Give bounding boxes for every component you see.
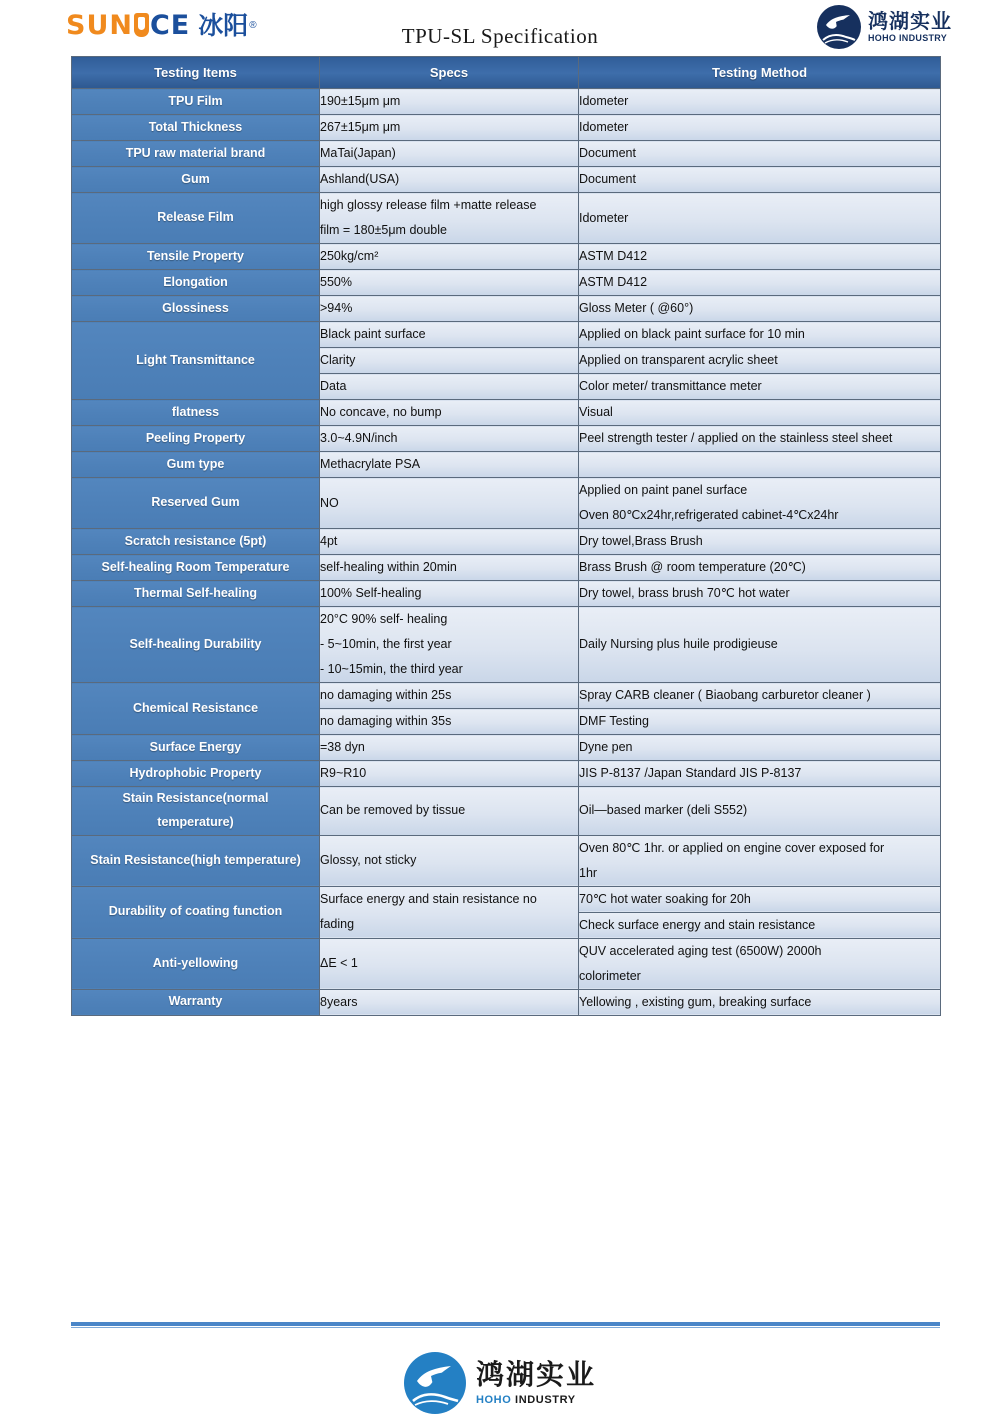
spec-line: ΔE < 1 <box>320 956 358 970</box>
spec-line: high glossy release film +matte release <box>320 198 537 212</box>
row-spec-value <box>320 452 579 478</box>
sunice-ce-text: CE <box>149 9 191 41</box>
footer-brand-industry: INDUSTRY <box>511 1393 576 1406</box>
spec-line: fading <box>320 917 355 931</box>
method-line: ASTM D412 <box>579 249 648 263</box>
row-spec-value <box>320 244 579 270</box>
row-item-label: Gum <box>72 167 320 193</box>
spec-line: - 5~10min, the first year <box>320 637 452 651</box>
row-item-label: Gum type <box>72 452 320 478</box>
row-item-label: Scratch resistance (5pt) <box>72 529 320 555</box>
row-item-label: Glossiness <box>72 296 320 322</box>
row-method-value <box>579 89 941 115</box>
row-item-label: Tensile Property <box>72 244 320 270</box>
bird-icon <box>824 14 854 32</box>
spec-line: 8years <box>320 994 358 1009</box>
spec-line: - 10~15min, the third year <box>320 662 463 676</box>
spec-line: 20°C 90% self- healing <box>320 612 448 626</box>
row-item-label: Peeling Property <box>72 426 320 452</box>
row-method-value: Color meter/ transmittance meter <box>579 374 941 400</box>
table-row <box>72 270 941 296</box>
spec-line: 100% Self-healing <box>320 586 422 600</box>
row-method-value <box>579 167 941 193</box>
column-header-specs: Specs <box>320 57 579 89</box>
row-spec-value <box>320 938 579 989</box>
item-line: temperature) <box>157 814 234 829</box>
row-item-label: TPU Film <box>72 89 320 115</box>
column-header-testing-items: Testing Items <box>72 57 320 89</box>
row-method-value <box>579 193 941 244</box>
page-title: TPU-SL Specification <box>401 24 599 48</box>
method-line: Document <box>579 172 636 186</box>
footer-divider-thin-line <box>71 1327 940 1328</box>
method-line: ASTM D412 <box>579 275 648 289</box>
registered-mark-icon: ® <box>249 19 257 31</box>
method-line: 1hr <box>579 865 598 880</box>
method-line: Dyne pen <box>579 740 633 754</box>
row-item-label: Light Transmittance <box>72 322 320 400</box>
hoho-wordmark <box>868 11 952 43</box>
row-spec-value <box>320 787 579 836</box>
row-spec-value <box>320 167 579 193</box>
table-row <box>72 478 941 529</box>
table-row <box>72 89 941 115</box>
row-method-value <box>579 478 941 529</box>
spec-line: 190±15μm μm <box>320 94 401 108</box>
table-body <box>72 89 941 1016</box>
footer-wordmark <box>475 1357 596 1406</box>
row-method-value: Check surface energy and stain resistance <box>579 912 941 938</box>
table-row <box>72 167 941 193</box>
row-method-value <box>579 296 941 322</box>
page-header <box>0 0 1000 55</box>
method-line: colorimeter <box>579 968 641 983</box>
row-method-value <box>579 244 941 270</box>
spec-line: Ashland(USA) <box>320 172 400 186</box>
row-item-label: Release Film <box>72 193 320 244</box>
row-method-value <box>579 400 941 426</box>
row-spec-value: Data <box>320 374 579 400</box>
method-line: Document <box>579 146 636 160</box>
table-row <box>72 296 941 322</box>
row-item-label: Chemical Resistance <box>72 683 320 735</box>
footer-divider-bar <box>71 1322 940 1326</box>
method-line: Oven 80℃ 1hr. or applied on engine cover exposed for <box>579 840 885 855</box>
column-header-testing-method: Testing Method <box>579 57 941 89</box>
row-method-value: DMF Testing <box>579 709 941 735</box>
table-row <box>72 835 941 886</box>
table-row <box>72 426 941 452</box>
row-method-value <box>579 270 941 296</box>
table-row <box>72 989 941 1015</box>
row-spec-value <box>320 115 579 141</box>
method-line: Daily Nursing plus huile prodigieuse <box>579 637 778 651</box>
row-spec-value <box>320 141 579 167</box>
sunice-sun-text: SUN <box>66 9 133 41</box>
wave-icon <box>822 32 856 44</box>
method-line: Brass Brush @ room temperature (20℃) <box>579 560 806 574</box>
spec-line: No concave, no bump <box>320 405 442 419</box>
spec-line: MaTai(Japan) <box>320 146 396 160</box>
row-spec-value <box>320 735 579 761</box>
table-row <box>72 529 941 555</box>
specification-table-container <box>71 56 940 1016</box>
spec-line: >94% <box>320 301 353 315</box>
hoho-bird-badge-footer-icon <box>404 1352 466 1414</box>
row-spec-value: Black paint surface <box>320 322 579 348</box>
row-item-label: Surface Energy <box>72 735 320 761</box>
spec-line: Surface energy and stain resistance no <box>320 892 537 906</box>
hoho-bird-badge-icon <box>817 5 861 49</box>
sunice-chinese-name: 冰阳 <box>198 10 249 40</box>
method-line: Oven 80℃x24hr,refrigerated cabinet-4℃x24hr <box>579 508 839 522</box>
row-method-value: Applied on black paint surface for 10 min <box>579 322 941 348</box>
table-row <box>72 322 941 348</box>
hoho-english-name: HOHO INDUSTRY <box>868 33 948 43</box>
table-row <box>72 244 941 270</box>
hoho-logo-footer <box>0 1352 1000 1414</box>
row-method-value <box>579 835 941 886</box>
row-method-value <box>579 581 941 607</box>
method-line: Oil—based marker (deli S552) <box>579 803 748 818</box>
row-spec-value <box>320 607 579 683</box>
footer-divider <box>71 1322 940 1329</box>
row-spec-value <box>320 886 579 938</box>
spec-line: NO <box>320 495 339 510</box>
spec-line: self-healing within 20min <box>320 560 457 574</box>
row-item-label: Durability of coating function <box>72 886 320 938</box>
row-method-value <box>579 761 941 787</box>
wave-icon <box>411 1390 459 1407</box>
row-item-label <box>72 787 320 836</box>
spec-line: 250kg/cm² <box>320 249 379 263</box>
spec-line: Methacrylate PSA <box>320 457 421 471</box>
row-method-value <box>579 735 941 761</box>
row-spec-value <box>320 761 579 787</box>
row-item-label: Self-healing Room Temperature <box>72 555 320 581</box>
method-line <box>579 452 940 477</box>
method-line: Gloss Meter ( @60°) <box>579 301 694 315</box>
row-spec-value <box>320 529 579 555</box>
row-item-label: flatness <box>72 400 320 426</box>
spec-line: Can be removed by tissue <box>320 803 466 818</box>
method-line: Idometer <box>579 120 629 134</box>
row-spec-value <box>320 89 579 115</box>
row-spec-value: no damaging within 35s <box>320 709 579 735</box>
table-header-row <box>72 57 941 89</box>
row-method-value <box>579 141 941 167</box>
spec-line: 4pt <box>320 534 338 548</box>
method-line: Dry towel, brass brush 70℃ hot water <box>579 586 790 600</box>
method-line: Dry towel,Brass Brush <box>579 534 703 548</box>
row-spec-value <box>320 296 579 322</box>
row-spec-value <box>320 555 579 581</box>
method-line: Peel strength tester / applied on the stainless steel sheet <box>579 431 893 445</box>
row-method-value <box>579 555 941 581</box>
row-method-value: Applied on transparent acrylic sheet <box>579 348 941 374</box>
method-line: Visual <box>579 405 613 419</box>
row-item-label: Hydrophobic Property <box>72 761 320 787</box>
method-line: Idometer <box>579 210 629 225</box>
row-spec-value <box>320 478 579 529</box>
method-line: QUV accelerated aging test (6500W) 2000h <box>579 943 822 958</box>
spec-line: 267±15μm μm <box>320 120 401 134</box>
row-method-value <box>579 529 941 555</box>
row-method-value: Spray CARB cleaner ( Biaobang carburetor cleaner ) <box>579 683 941 709</box>
row-spec-value <box>320 193 579 244</box>
table-row <box>72 886 941 912</box>
row-spec-value <box>320 989 579 1015</box>
footer-chinese-name: 鸿湖实业 <box>475 1357 596 1391</box>
row-spec-value: Clarity <box>320 348 579 374</box>
row-item-label: Thermal Self-healing <box>72 581 320 607</box>
item-line: Stain Resistance(normal <box>122 791 269 805</box>
hoho-chinese-name: 鸿湖实业 <box>868 9 952 33</box>
table-row <box>72 761 941 787</box>
row-method-value <box>579 938 941 989</box>
specification-table <box>71 56 941 1016</box>
table-row <box>72 193 941 244</box>
table-row <box>72 452 941 478</box>
row-item-label: Anti-yellowing <box>72 938 320 989</box>
row-method-value <box>579 787 941 836</box>
spec-line: film = 180±5μm double <box>320 223 447 237</box>
row-method-value: 70℃ hot water soaking for 20h <box>579 886 941 912</box>
row-spec-value <box>320 426 579 452</box>
row-method-value <box>579 115 941 141</box>
row-item-label: Warranty <box>72 989 320 1015</box>
row-method-value <box>579 989 941 1015</box>
method-line: Applied on paint panel surface <box>579 483 748 497</box>
table-row <box>72 115 941 141</box>
method-line: JIS P-8137 /Japan Standard JIS P-8137 <box>579 766 802 780</box>
hoho-logo-header <box>817 4 952 50</box>
row-spec-value <box>320 581 579 607</box>
row-item-label: Reserved Gum <box>72 478 320 529</box>
table-row <box>72 607 941 683</box>
footer-brand-hoho: HOHO <box>475 1393 512 1406</box>
table-row <box>72 555 941 581</box>
bird-icon <box>414 1365 456 1391</box>
row-item-label: TPU raw material brand <box>72 141 320 167</box>
table-row <box>72 683 941 709</box>
row-item-label: Self-healing Durability <box>72 607 320 683</box>
spec-line: 3.0~4.9N/inch <box>320 431 398 445</box>
table-row <box>72 787 941 836</box>
row-item-label: Stain Resistance(high temperature) <box>72 835 320 886</box>
row-spec-value <box>320 400 579 426</box>
spec-line: =38 dyn <box>320 740 365 754</box>
row-method-value <box>579 607 941 683</box>
table-row <box>72 735 941 761</box>
footer-english-name <box>476 1395 596 1406</box>
spec-line: R9~R10 <box>320 766 367 780</box>
row-method-value <box>579 452 941 478</box>
row-item-label: Total Thickness <box>72 115 320 141</box>
row-method-value <box>579 426 941 452</box>
table-row <box>72 141 941 167</box>
method-line: Idometer <box>579 94 629 108</box>
spec-line: 550% <box>320 275 352 289</box>
table-row <box>72 581 941 607</box>
row-spec-value <box>320 835 579 886</box>
table-row <box>72 400 941 426</box>
method-line: Yellowing , existing gum, breaking surface <box>579 994 812 1009</box>
row-spec-value: no damaging within 25s <box>320 683 579 709</box>
row-spec-value <box>320 270 579 296</box>
table-row <box>72 938 941 989</box>
spec-line: Glossy, not sticky <box>320 853 417 867</box>
row-item-label: Elongation <box>72 270 320 296</box>
